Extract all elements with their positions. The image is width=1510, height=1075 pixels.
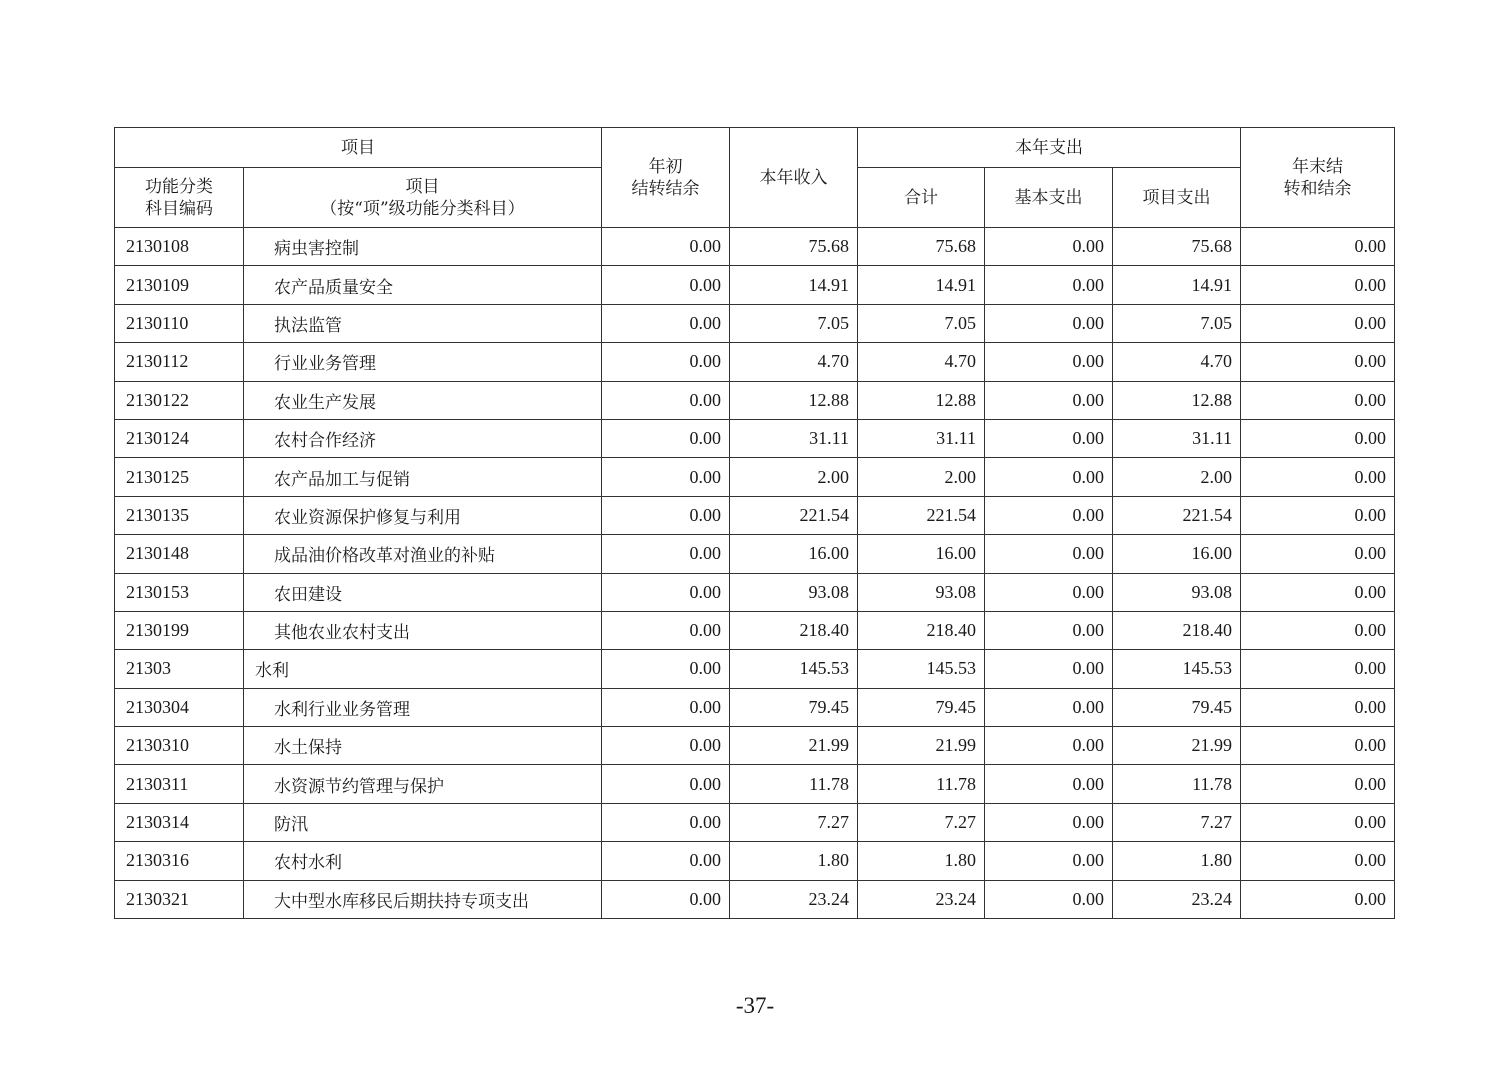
cell-name: 病虫害控制 — [244, 228, 602, 266]
cell-name: 大中型水库移民后期扶持专项支出 — [244, 880, 602, 918]
cell-name: 执法监管 — [244, 304, 602, 342]
cell-project: 93.08 — [1113, 573, 1241, 611]
cell-opening: 0.00 — [602, 842, 730, 880]
cell-closing: 0.00 — [1241, 381, 1395, 419]
table-row — [115, 304, 1395, 342]
cell-name: 水利行业业务管理 — [244, 688, 602, 726]
cell-total: 7.27 — [858, 803, 985, 841]
table-header — [115, 128, 1395, 228]
cell-basic: 0.00 — [985, 727, 1113, 765]
cell-basic: 0.00 — [985, 343, 1113, 381]
cell-code: 2130316 — [115, 842, 244, 880]
cell-name: 其他农业农村支出 — [244, 611, 602, 649]
cell-code: 2130153 — [115, 573, 244, 611]
cell-total: 218.40 — [858, 611, 985, 649]
cell-name: 水土保持 — [244, 727, 602, 765]
cell-income: 11.78 — [730, 765, 858, 803]
cell-basic: 0.00 — [985, 228, 1113, 266]
table-row — [115, 419, 1395, 457]
cell-income: 145.53 — [730, 650, 858, 688]
cell-name: 行业业务管理 — [244, 343, 602, 381]
cell-basic: 0.00 — [985, 688, 1113, 726]
cell-income: 93.08 — [730, 573, 858, 611]
table-row — [115, 803, 1395, 841]
cell-opening: 0.00 — [602, 458, 730, 496]
cell-closing: 0.00 — [1241, 573, 1395, 611]
cell-closing: 0.00 — [1241, 458, 1395, 496]
cell-total: 145.53 — [858, 650, 985, 688]
cell-closing: 0.00 — [1241, 228, 1395, 266]
cell-project: 145.53 — [1113, 650, 1241, 688]
cell-project: 79.45 — [1113, 688, 1241, 726]
cell-total: 4.70 — [858, 343, 985, 381]
cell-name: 农产品加工与促销 — [244, 458, 602, 496]
cell-project: 21.99 — [1113, 727, 1241, 765]
cell-project: 7.27 — [1113, 803, 1241, 841]
header-code — [115, 168, 244, 228]
cell-income: 14.91 — [730, 266, 858, 304]
cell-name: 农业资源保护修复与利用 — [244, 496, 602, 534]
header-row-1 — [115, 128, 1395, 168]
cell-total: 16.00 — [858, 535, 985, 573]
cell-total: 221.54 — [858, 496, 985, 534]
cell-code: 2130321 — [115, 880, 244, 918]
cell-total: 7.05 — [858, 304, 985, 342]
cell-total: 14.91 — [858, 266, 985, 304]
cell-name: 农田建设 — [244, 573, 602, 611]
cell-basic: 0.00 — [985, 765, 1113, 803]
header-project-group: 项目 — [115, 128, 602, 168]
cell-code: 2130314 — [115, 803, 244, 841]
header-basic-expense: 基本支出 — [985, 168, 1113, 228]
header-opening-line2: 结转结余 — [631, 178, 700, 199]
cell-income: 12.88 — [730, 381, 858, 419]
cell-income: 23.24 — [730, 880, 858, 918]
cell-closing: 0.00 — [1241, 650, 1395, 688]
table-row — [115, 343, 1395, 381]
cell-income: 1.80 — [730, 842, 858, 880]
cell-project: 218.40 — [1113, 611, 1241, 649]
cell-code: 2130199 — [115, 611, 244, 649]
table-row — [115, 496, 1395, 534]
cell-opening: 0.00 — [602, 535, 730, 573]
cell-total: 23.24 — [858, 880, 985, 918]
cell-closing: 0.00 — [1241, 419, 1395, 457]
cell-total: 12.88 — [858, 381, 985, 419]
cell-basic: 0.00 — [985, 458, 1113, 496]
cell-closing: 0.00 — [1241, 880, 1395, 918]
cell-name: 水资源节约管理与保护 — [244, 765, 602, 803]
cell-basic: 0.00 — [985, 496, 1113, 534]
cell-basic: 0.00 — [985, 381, 1113, 419]
cell-basic: 0.00 — [985, 304, 1113, 342]
cell-project: 221.54 — [1113, 496, 1241, 534]
header-code-line1: 功能分类 — [145, 176, 213, 197]
header-closing-line2: 转和结余 — [1283, 178, 1352, 199]
header-opening-line1: 年初 — [648, 156, 683, 177]
cell-project: 11.78 — [1113, 765, 1241, 803]
page-number: -37- — [735, 993, 775, 1018]
cell-closing: 0.00 — [1241, 535, 1395, 573]
cell-income: 21.99 — [730, 727, 858, 765]
table-row — [115, 688, 1395, 726]
cell-basic: 0.00 — [985, 650, 1113, 688]
cell-project: 2.00 — [1113, 458, 1241, 496]
header-name-line2: （按“项”级功能分类科目） — [320, 198, 525, 219]
cell-project: 31.11 — [1113, 419, 1241, 457]
cell-project: 7.05 — [1113, 304, 1241, 342]
cell-opening: 0.00 — [602, 266, 730, 304]
table-row — [115, 535, 1395, 573]
cell-opening: 0.00 — [602, 228, 730, 266]
table-row — [115, 458, 1395, 496]
cell-opening: 0.00 — [602, 688, 730, 726]
table-row — [115, 228, 1395, 266]
cell-basic: 0.00 — [985, 573, 1113, 611]
cell-closing: 0.00 — [1241, 266, 1395, 304]
header-name — [244, 168, 602, 228]
cell-opening: 0.00 — [602, 419, 730, 457]
cell-project: 1.80 — [1113, 842, 1241, 880]
cell-income: 79.45 — [730, 688, 858, 726]
cell-total: 2.00 — [858, 458, 985, 496]
cell-income: 31.11 — [730, 419, 858, 457]
cell-code: 2130135 — [115, 496, 244, 534]
table-row — [115, 727, 1395, 765]
cell-basic: 0.00 — [985, 419, 1113, 457]
header-name-line1: 项目 — [405, 176, 440, 197]
cell-total: 93.08 — [858, 573, 985, 611]
header-code-line2: 科目编码 — [145, 198, 213, 219]
cell-name: 农产品质量安全 — [244, 266, 602, 304]
cell-opening: 0.00 — [602, 803, 730, 841]
cell-income: 7.05 — [730, 304, 858, 342]
cell-opening: 0.00 — [602, 650, 730, 688]
cell-income: 218.40 — [730, 611, 858, 649]
cell-name: 水利 — [244, 650, 602, 688]
cell-code: 2130125 — [115, 458, 244, 496]
header-opening-balance — [602, 128, 730, 228]
header-project-expense: 项目支出 — [1113, 168, 1241, 228]
header-closing-balance — [1241, 128, 1395, 228]
cell-name: 农业生产发展 — [244, 381, 602, 419]
cell-basic: 0.00 — [985, 611, 1113, 649]
cell-opening: 0.00 — [602, 496, 730, 534]
table-body — [115, 228, 1395, 919]
cell-project: 12.88 — [1113, 381, 1241, 419]
cell-basic: 0.00 — [985, 266, 1113, 304]
cell-basic: 0.00 — [985, 842, 1113, 880]
table-row — [115, 880, 1395, 918]
cell-basic: 0.00 — [985, 535, 1113, 573]
cell-name: 农村合作经济 — [244, 419, 602, 457]
cell-opening: 0.00 — [602, 880, 730, 918]
cell-opening: 0.00 — [602, 573, 730, 611]
cell-total: 75.68 — [858, 228, 985, 266]
cell-code: 2130124 — [115, 419, 244, 457]
cell-closing: 0.00 — [1241, 304, 1395, 342]
cell-project: 16.00 — [1113, 535, 1241, 573]
cell-total: 79.45 — [858, 688, 985, 726]
table-row — [115, 381, 1395, 419]
header-income: 本年收入 — [730, 128, 858, 228]
cell-code: 21303 — [115, 650, 244, 688]
cell-income: 75.68 — [730, 228, 858, 266]
cell-closing: 0.00 — [1241, 842, 1395, 880]
cell-total: 31.11 — [858, 419, 985, 457]
cell-closing: 0.00 — [1241, 496, 1395, 534]
cell-total: 1.80 — [858, 842, 985, 880]
cell-income: 16.00 — [730, 535, 858, 573]
table-row — [115, 842, 1395, 880]
header-closing-line1: 年末结 — [1292, 156, 1343, 177]
cell-total: 11.78 — [858, 765, 985, 803]
cell-income: 4.70 — [730, 343, 858, 381]
cell-closing: 0.00 — [1241, 727, 1395, 765]
cell-project: 75.68 — [1113, 228, 1241, 266]
cell-code: 2130108 — [115, 228, 244, 266]
cell-closing: 0.00 — [1241, 343, 1395, 381]
cell-income: 2.00 — [730, 458, 858, 496]
cell-opening: 0.00 — [602, 611, 730, 649]
cell-basic: 0.00 — [985, 880, 1113, 918]
cell-closing: 0.00 — [1241, 611, 1395, 649]
cell-code: 2130122 — [115, 381, 244, 419]
cell-code: 2130110 — [115, 304, 244, 342]
cell-code: 2130109 — [115, 266, 244, 304]
cell-project: 14.91 — [1113, 266, 1241, 304]
cell-project: 4.70 — [1113, 343, 1241, 381]
header-total: 合计 — [858, 168, 985, 228]
cell-code: 2130112 — [115, 343, 244, 381]
table-row — [115, 266, 1395, 304]
cell-code: 2130310 — [115, 727, 244, 765]
cell-closing: 0.00 — [1241, 803, 1395, 841]
cell-total: 21.99 — [858, 727, 985, 765]
cell-closing: 0.00 — [1241, 688, 1395, 726]
cell-opening: 0.00 — [602, 727, 730, 765]
table-row — [115, 765, 1395, 803]
table-row — [115, 573, 1395, 611]
cell-opening: 0.00 — [602, 765, 730, 803]
cell-opening: 0.00 — [602, 304, 730, 342]
cell-basic: 0.00 — [985, 803, 1113, 841]
cell-opening: 0.00 — [602, 381, 730, 419]
budget-table — [114, 127, 1395, 919]
cell-code: 2130148 — [115, 535, 244, 573]
cell-project: 23.24 — [1113, 880, 1241, 918]
cell-code: 2130304 — [115, 688, 244, 726]
table-row — [115, 650, 1395, 688]
cell-name: 防汛 — [244, 803, 602, 841]
cell-income: 221.54 — [730, 496, 858, 534]
cell-name: 成品油价格改革对渔业的补贴 — [244, 535, 602, 573]
cell-code: 2130311 — [115, 765, 244, 803]
cell-name: 农村水利 — [244, 842, 602, 880]
table-row — [115, 611, 1395, 649]
cell-opening: 0.00 — [602, 343, 730, 381]
header-expense-group: 本年支出 — [858, 128, 1241, 168]
cell-closing: 0.00 — [1241, 765, 1395, 803]
cell-income: 7.27 — [730, 803, 858, 841]
